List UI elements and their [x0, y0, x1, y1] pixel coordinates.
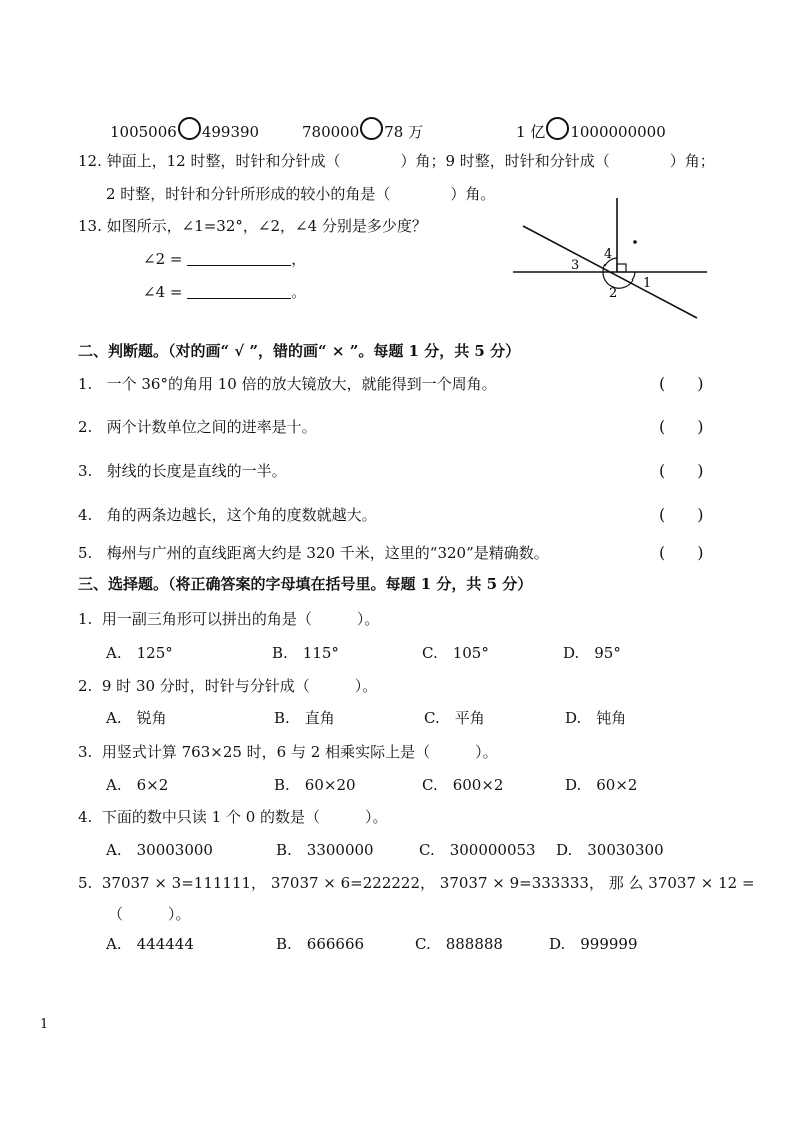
choice-num: 3.	[78, 743, 93, 761]
q3-option-b[interactable]: B. 60×20	[274, 776, 356, 794]
q2-option-a[interactable]: A. 锐角	[106, 709, 167, 727]
q1-option-c[interactable]: C. 105°	[422, 644, 489, 662]
q5-option-d[interactable]: D. 999999	[549, 935, 638, 953]
choice-text: 下面的数中只读 1 个 0 的数是（ ）。	[101, 808, 388, 826]
compare-left-1: 1005006	[110, 123, 177, 141]
judge-paren-2[interactable]: ( )	[659, 417, 704, 436]
choice-question-5-line2: （ ）。	[108, 905, 191, 923]
choice-question-4	[78, 806, 388, 827]
q4-option-a[interactable]: A. 30003000	[106, 841, 213, 859]
judge-paren-1[interactable]: ( )	[659, 374, 704, 393]
judge-item-1	[78, 373, 497, 394]
page-number: 1	[40, 1017, 49, 1032]
choice-text: 用竖式计算 763×25 时，6 与 2 相乘实际上是（ ）。	[101, 743, 498, 761]
q4-option-b[interactable]: B. 3300000	[276, 841, 374, 859]
q13-answer-2	[143, 248, 306, 269]
judge-item-3	[78, 460, 287, 481]
compare-row-2	[302, 117, 423, 142]
angle4-blank[interactable]	[187, 284, 291, 299]
q5-option-b[interactable]: B. 666666	[276, 935, 365, 953]
angle1-arc	[632, 272, 635, 280]
q5-option-a[interactable]: A. 444444	[106, 935, 194, 953]
q12-line2: 2 时整，时针和分针所形成的较小的角是（ ）角。	[106, 185, 496, 203]
q4-option-c[interactable]: C. 300000053	[419, 841, 536, 859]
q13-text: 13. 如图所示，∠1=32°，∠2，∠4 分别是多少度？	[78, 217, 427, 235]
angle2-arc	[603, 272, 633, 288]
choice-num: 1.	[78, 610, 93, 628]
q3-option-d[interactable]: D. 60×2	[565, 776, 638, 794]
judge-text: 两个计数单位之间的进率是十。	[106, 418, 317, 436]
judge-paren-3[interactable]: ( )	[659, 461, 704, 480]
angle4-end: 。	[291, 283, 307, 301]
q4-option-d[interactable]: D. 30030300	[556, 841, 664, 859]
compare-right-2: 78 万	[384, 123, 424, 141]
q2-option-b[interactable]: B. 直角	[274, 709, 335, 727]
judge-item-4	[78, 504, 377, 525]
q12-line1: 12. 钟面上，12 时整，时针和分针成（ ）角；9 时整，时针和分针成（ ）角；	[78, 152, 715, 170]
judge-num: 5.	[78, 544, 93, 562]
compare-circle-1[interactable]	[178, 117, 201, 140]
compare-circle-2[interactable]	[360, 117, 383, 140]
fig-label-1: 1	[643, 276, 652, 291]
compare-left-3: 1 亿	[516, 123, 546, 141]
section2-title: 二、判断题。（对的画“ √ ”，错的画“ × ”。每题 1 分，共 5 分）	[78, 342, 521, 360]
choice-text: 37037 × 3=111111， 37037 × 6=222222， 37037 × 9=333333， 那 么 37037 × 12 =	[101, 874, 755, 892]
choice-question-3	[78, 741, 498, 762]
choice-question-1	[78, 608, 379, 629]
fig-label-2: 2	[609, 286, 618, 301]
angle2-label: ∠2 =	[143, 250, 183, 268]
compare-left-2: 780000	[302, 123, 360, 141]
dot-mark	[633, 240, 637, 244]
choice-question-2	[78, 675, 377, 696]
angle2-blank[interactable]	[187, 251, 291, 266]
judge-item-2	[78, 416, 317, 437]
angle-figure	[505, 190, 715, 325]
judge-num: 1.	[78, 375, 93, 393]
compare-circle-3[interactable]	[546, 117, 569, 140]
choice-question-5	[78, 872, 755, 893]
q13-answer-4	[143, 281, 306, 302]
choice-num: 5.	[78, 874, 93, 892]
choice-num: 2.	[78, 677, 93, 695]
choice-text: 用一副三角形可以拼出的角是（ ）。	[101, 610, 380, 628]
judge-text: 角的两条边越长，这个角的度数就越大。	[106, 506, 377, 524]
q3-option-a[interactable]: A. 6×2	[106, 776, 169, 794]
judge-num: 2.	[78, 418, 93, 436]
judge-text: 梅州与广州的直线距离大约是 320 千米，这里的“320”是精确数。	[106, 544, 549, 562]
judge-item-5	[78, 542, 549, 563]
judge-paren-4[interactable]: ( )	[659, 505, 704, 524]
fig-label-4: 4	[604, 247, 613, 262]
q1-option-d[interactable]: D. 95°	[563, 644, 621, 662]
choice-text: 9 时 30 分时，时针与分针成（ ）。	[101, 677, 378, 695]
q1-option-a[interactable]: A. 125°	[106, 644, 173, 662]
choice-num: 4.	[78, 808, 93, 826]
judge-num: 4.	[78, 506, 93, 524]
fig-label-3: 3	[571, 258, 580, 273]
compare-right-3: 1000000000	[570, 123, 666, 141]
q1-option-b[interactable]: B. 115°	[272, 644, 339, 662]
q3-option-c[interactable]: C. 600×2	[422, 776, 504, 794]
compare-row-1	[110, 117, 259, 141]
compare-right-1: 499390	[201, 123, 260, 141]
q5-option-c[interactable]: C. 888888	[415, 935, 503, 953]
q2-option-c[interactable]: C. 平角	[424, 709, 485, 727]
q2-option-d[interactable]: D. 钝角	[565, 709, 627, 727]
judge-text: 射线的长度是直线的一半。	[106, 462, 287, 480]
angle2-end: ，	[291, 250, 307, 268]
judge-text: 一个 36°的角用 10 倍的放大镜放大，就能得到一个周角。	[106, 375, 497, 393]
compare-row-3	[516, 117, 666, 142]
angle4-label: ∠4 =	[143, 283, 183, 301]
judge-num: 3.	[78, 462, 93, 480]
section3-title: 三、选择题。（将正确答案的字母填在括号里。每题 1 分，共 5 分）	[78, 575, 533, 593]
judge-paren-5[interactable]: ( )	[659, 543, 704, 562]
right-angle-mark	[617, 264, 626, 272]
